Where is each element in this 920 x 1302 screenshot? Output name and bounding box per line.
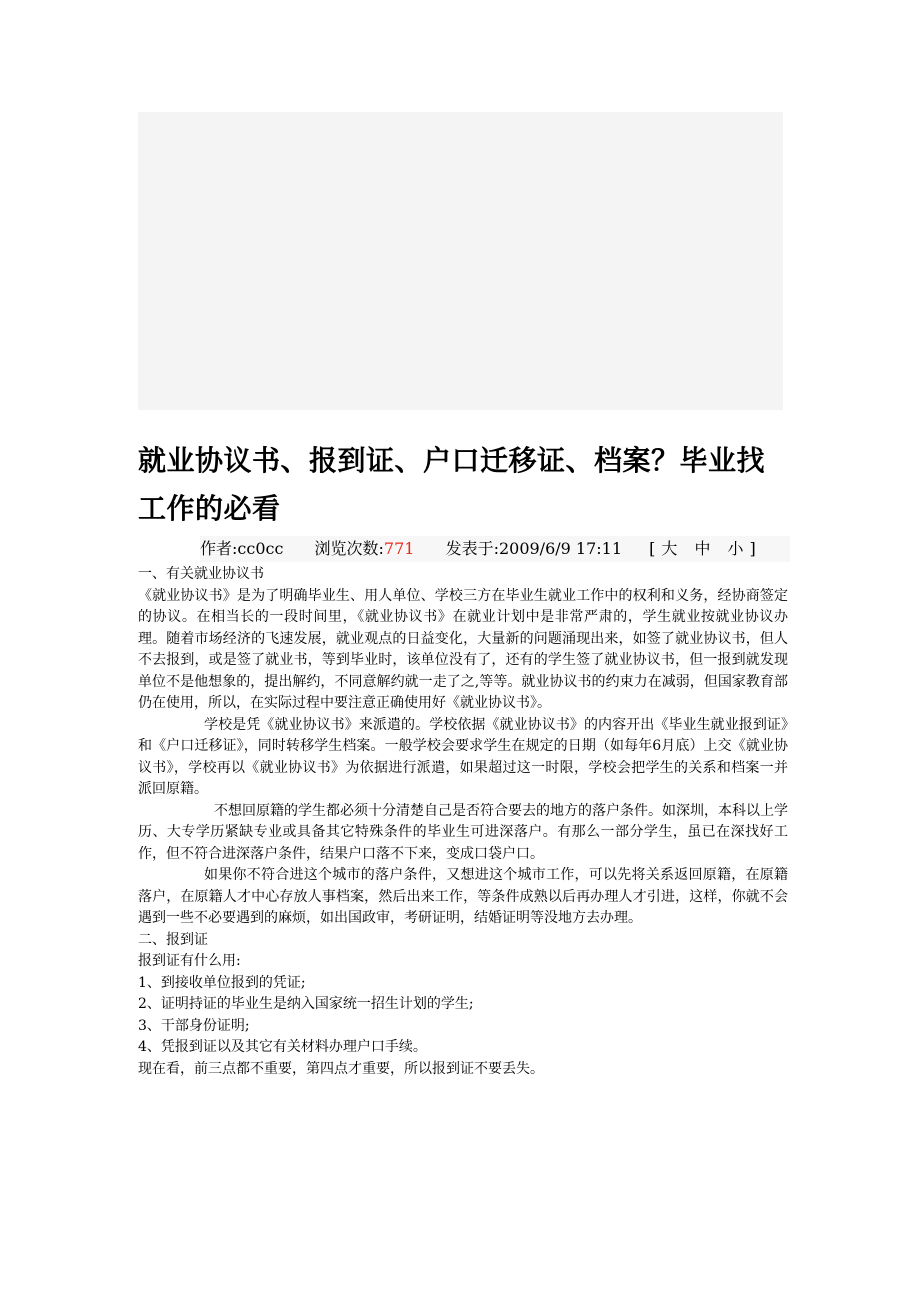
section-heading: 二、报到证 xyxy=(138,931,208,948)
paragraph: 报到证有什么用: xyxy=(138,953,241,969)
views-label: 浏览次数: xyxy=(314,539,384,558)
list-item: 4、凭报到证以及其它有关材料办理户口手续。 xyxy=(138,1039,427,1055)
paragraph: 不想回原籍的学生都必须十分清楚自己是否符合要去的地方的落户条件。如深圳，本科以上学历、大专学历紧缺专业或具备其它特殊条件的毕业生可进深落户。有那么一部分学生，虽已在深找好工作，但不符合进深落户条件，结果户口落不下来，变成口袋户口。 xyxy=(138,802,788,862)
paragraph: 《就业协议书》是为了明确毕业生、用人单位、学校三方在毕业生就业工作中的权利和义务，经协商签定的协议。在相当长的一段时间里，《就业协议书》在就业计划中是非常严肃的，学生就业按就业协议办理。随着市场经济的飞速发展，就业观点的日益变化，大量新的问题涌现出来，如签了就业协议书，但人不去报到，或是签了就业书，等到毕业时，该单位没有了，还有的学生签了就业协议书，但一报到就发现单位不是他想象的，提出解约，不同意解约就一走了之,等等。就业协议书的约束力在减弱，但国家教育部仍在使用，所以，在实际过程中要注意正确使用好《就业协议书》。 xyxy=(138,587,788,711)
article-body xyxy=(138,564,788,1080)
article-meta xyxy=(200,536,790,562)
article-banner-image xyxy=(138,112,783,410)
list-item: 2、证明持证的毕业生是纳入国家统一招生计划的学生; xyxy=(138,996,474,1012)
font-size-control[interactable]: [大 中 小] xyxy=(649,539,762,558)
paragraph: 学校是凭《就业协议书》来派遣的。学校依据《就业协议书》的内容开出《毕业生就业报到证》和《户口迁移证》，同时转移学生档案。一般学校会要求学生在规定的日期（如每年6月底）上交《就业协议书》，学校再以《就业协议书》为依据进行派遣，如果超过这一时限，学校会把学生的关系和档案一并派回原籍。 xyxy=(138,716,788,797)
list-item: 1、到接收单位报到的凭证; xyxy=(138,974,306,991)
section-heading: 一、有关就业协议书 xyxy=(138,566,264,582)
paragraph: 如果你不符合进这个城市的落户条件，又想进这个城市工作，可以先将关系返回原籍，在原籍落户，在原籍人才中心存放人事档案，然后出来工作，等条件成熟以后再办理人才引进，这样，你就不会遇到一些不必要遇到的麻烦，如出国政审，考研证明，结婚证明等没地方去办理。 xyxy=(138,867,788,926)
article-title: 就业协议书、报到证、户口迁移证、档案？毕业找工作的必看 xyxy=(138,444,766,525)
views-count: 771 xyxy=(383,539,415,558)
author: 作者:cc0cc xyxy=(200,539,284,558)
posted-date: 发表于:2009/6/9 17:11 xyxy=(445,539,623,558)
list-item: 3、干部身份证明; xyxy=(138,1017,250,1034)
paragraph: 现在看，前三点都不重要，第四点才重要，所以报到证不要丢失。 xyxy=(138,1060,544,1077)
